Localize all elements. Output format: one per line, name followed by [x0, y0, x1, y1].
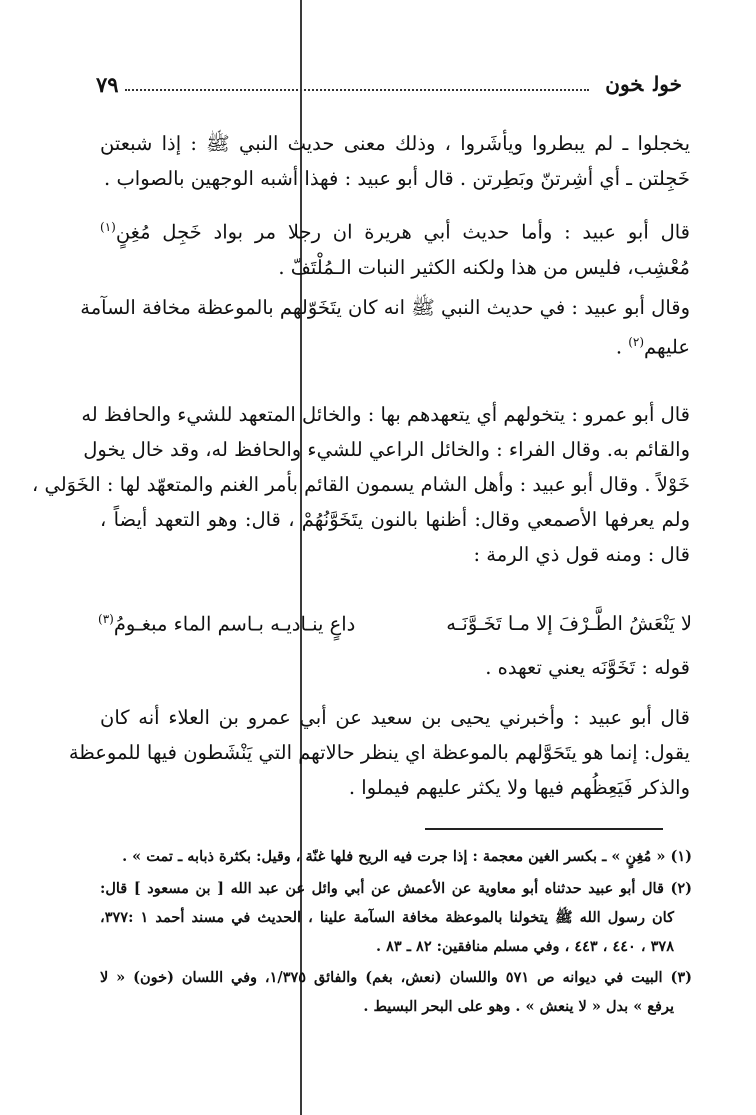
header-word-2: خون [605, 72, 644, 96]
verse-hemistich-2: داعٍ ينـاديـه بـاسم الماء مبغـومُ [113, 612, 356, 636]
footnote-line: (٣) البيت في ديوانه ص ٥٧١ واللسان (نعش، بغم) والفائق ١/٣٧٥، وفي اللسان (خون) « لا [100, 969, 693, 986]
footnote-line: ٣٧٨ ، ٤٤٠ ، ٤٤٣ ، وفي مسلم منافقين: ٨٢ ـ ٨٣ . [376, 938, 674, 955]
paragraph-5 [68, 700, 690, 805]
text-line: قال أبو عبيد : وأخبرني يحيى بن سعيد عن أبي عمرو بن العلاء أنه كان [100, 706, 690, 729]
header-word-1: خول [653, 72, 682, 96]
page-number: ٧٩ [96, 71, 119, 97]
text-line: قال أبو عمرو : يتخولهم أي يتعهدهم بها : والخائل المتعهد للشيء والحافظ له [81, 403, 690, 426]
footnote-line: كان رسول الله ﷺ يتخولنا بالموعظة مخافة السآمة علينا ، الحديث في مسند أحمد ١ :٣٧٧، [100, 909, 675, 926]
verse-gloss [140, 650, 690, 685]
text-line: قوله : تَخَوَّنَه يعني تعهده . [485, 656, 690, 679]
footnote-1 [100, 842, 692, 871]
paragraph-1 [100, 126, 690, 196]
text-line: والذكر فَيَعِظُهم فيها ولا يكثر عليهم فيملوا . [348, 776, 690, 799]
footnote-ref-1: (١) [100, 220, 116, 234]
running-header [96, 68, 682, 100]
text-line-content: قال أبو عبيد : وأما حديث أبي هريرة ان رجلا مر بواد خَجِل مُغِنٍ [115, 220, 690, 244]
text-line: قال : ومنه قول ذي الرمة : [473, 543, 690, 566]
header-dotted-rule [125, 77, 590, 91]
poem-verse [98, 612, 692, 646]
footnote-ref-3: (٣) [98, 612, 114, 626]
verse-hemistich-2-wrap [98, 612, 355, 646]
footnote-line: (١) « مُغِنٍ » ـ بكسر الغين معجمة : إذا جرت فيه الريح فلها غنّة ، وقيل: بكثرة ذبابه ـ تمت » . [122, 848, 692, 865]
footnote-3 [100, 963, 692, 1021]
text-line-tail: . [615, 335, 629, 359]
text-line: ولم يعرفها الأصمعي وقال: أظنها بالنون يتَخَوَّنُهُمْ ، قال: وهو التعهد أيضاً ، [100, 508, 690, 531]
paragraph-3 [80, 290, 690, 365]
text-line: والقائم به. وقال الفراء : والخائل الراعي للشيء والحافظ له، وقد خال يخول [83, 438, 690, 461]
header-keywords [595, 72, 682, 96]
text-line-content: عليهم [644, 335, 690, 359]
text-line: خَوْلاً . وقال أبو عبيد : وأهل الشام يسمون القائم بأمر الغنم والمتعهّد لها : الخَوَلي ، [31, 473, 690, 496]
footnote-separator [425, 828, 663, 830]
text-line: يقول: إنما هو يتَحَوَّلهم بالموعظة اي ينظر حالاتهم التي يَنْشَطون فيها للموعظة [68, 741, 690, 764]
text-line: يخجلوا ـ لم يبطروا ويأشَروا ، وذلك معنى حديث النبي ﷺ : إذا شبعتن [100, 132, 690, 155]
footnote-2 [100, 874, 692, 961]
text-line [100, 210, 690, 250]
paragraph-2 [100, 210, 690, 285]
footnote-line: (٢) قال أبو عبيد حدثناه أبو معاوية عن الأعمش عن أبي وائل عن عبد الله [ بن مسعود ] قال: [100, 880, 692, 897]
footnote-ref-2: (٢) [628, 335, 645, 349]
text-line: وقال أبو عبيد : في حديث النبي ﷺ انه كان يتَخَوّلهم بالموعظة مخافة السآمة [80, 296, 690, 319]
text-line: خَجِلتن ـ أي أشِرتنّ وبَطِرتن . قال أبو عبيد : فهذا أشبه الوجهين بالصواب . [104, 167, 690, 190]
footnote-line: يرفع » بدل « لا ينعش » . وهو على البحر البسيط . [363, 998, 674, 1015]
verse-hemistich-1: لا يَنْعَشُ الطَّـرْفَ إلا مـا تَخَـوَّنَـه [446, 612, 692, 635]
paragraph-4 [31, 397, 690, 572]
text-line: مُعْشِب، فليس من هذا ولكنه الكثير النبات الـمُلْتَفّ . [278, 255, 690, 279]
text-line [100, 325, 690, 365]
